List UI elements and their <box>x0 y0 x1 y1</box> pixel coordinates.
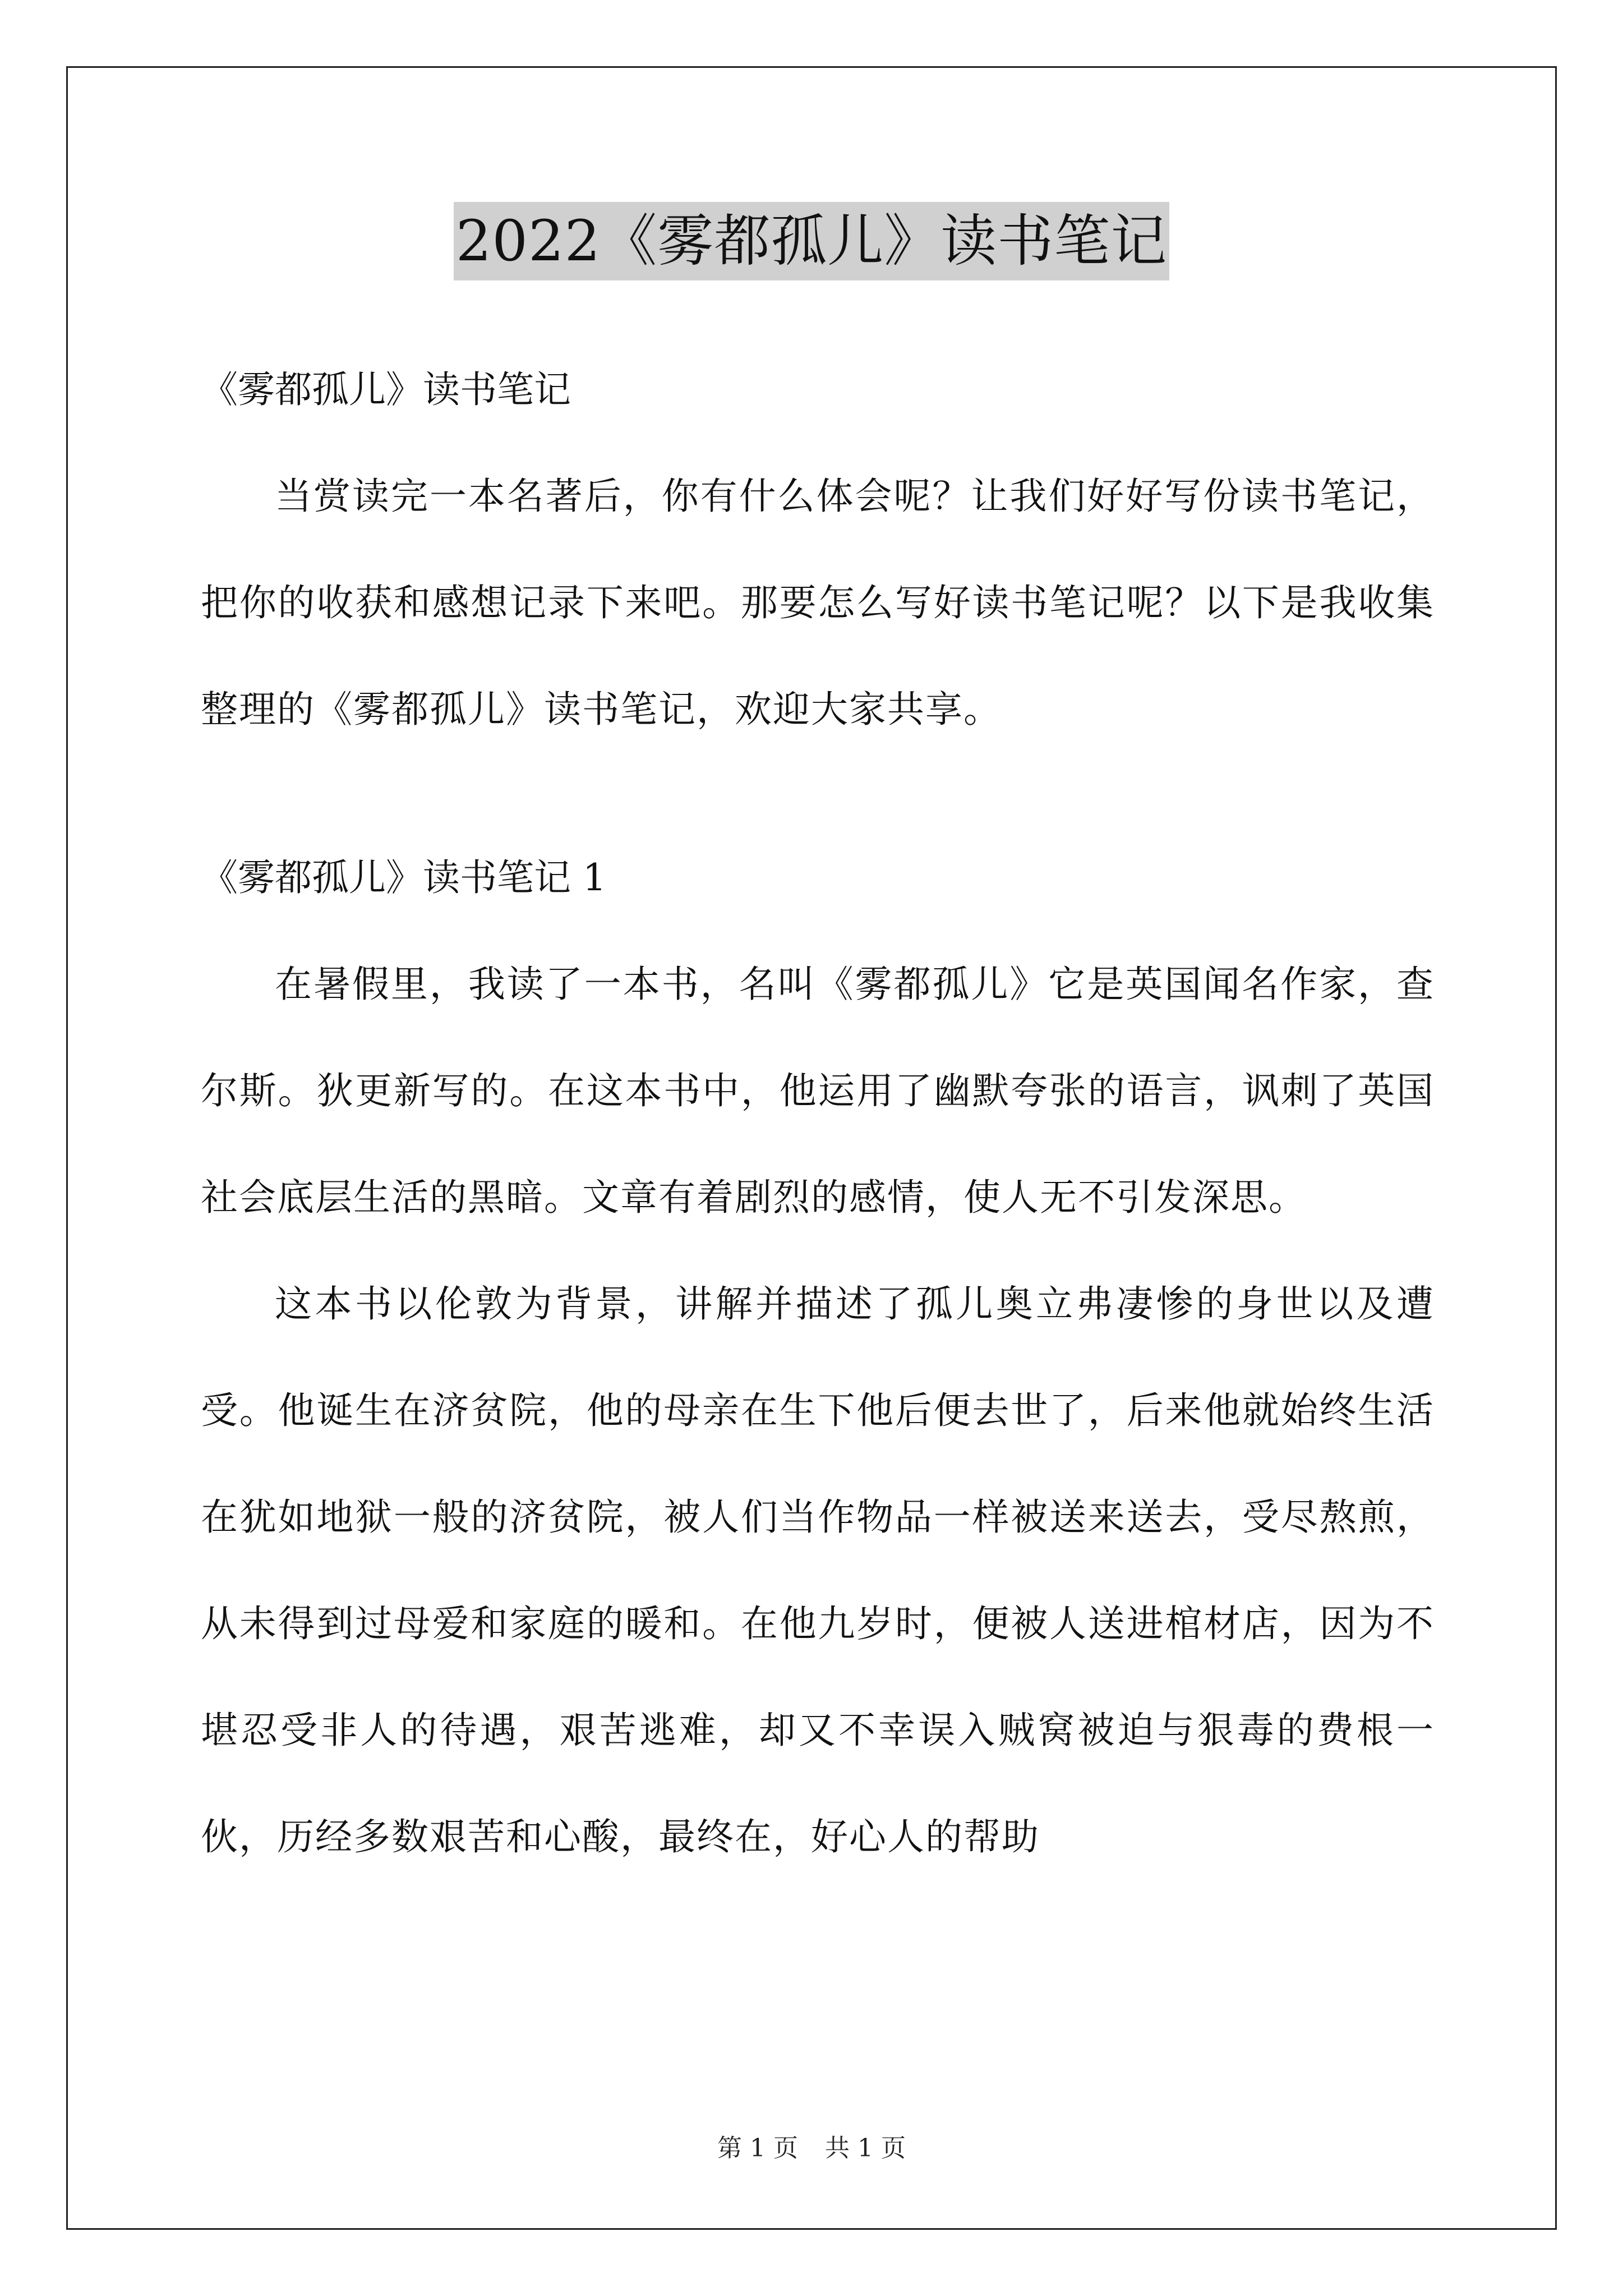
page-number: 第 1 页 <box>717 2134 798 2162</box>
title-container <box>0 202 1623 280</box>
intro-paragraph: 当赏读完一本名著后，你有什么体会呢？让我们好好写份读书笔记，把你的收获和感想记录下来吧。那要怎么写好读书笔记呢？以下是我收集整理的《雾都孤儿》读书笔记，欢迎大家共享。 <box>201 475 1435 731</box>
page-total: 共 1 页 <box>825 2134 906 2162</box>
section1-paragraph-1: 在暑假里，我读了一本书，名叫《雾都孤儿》它是英国闻名作家，查尔斯。狄更新写的。在这本书中，他运用了幽默夸张的语言，讽刺了英国社会底层生活的黑暗。文章有着剧烈的感情，使人无不引发深思。 <box>201 963 1435 1219</box>
section-gap <box>201 763 1435 825</box>
page-footer <box>0 2132 1623 2165</box>
document-body <box>201 337 1435 1890</box>
intro-heading: 《雾都孤儿》读书笔记 <box>201 368 571 411</box>
section1-heading: 《雾都孤儿》读书笔记 1 <box>201 856 606 899</box>
section1-paragraph-2: 这本书以伦敦为背景，讲解并描述了孤儿奥立弗凄惨的身世以及遭受。他诞生在济贫院，他的母亲在生下他后便去世了，后来他就始终生活在犹如地狱一般的济贫院，被人们当作物品一样被送来送去，受尽熬煎，从未得到过母爱和家庭的暖和。在他九岁时，便被人送进棺材店，因为不堪忍受非人的待遇，艰苦逃难，却又不幸误入贼窝被迫与狠毒的费根一伙，历经多数艰苦和心酸，最终在，好心人的帮助 <box>201 1282 1435 1858</box>
document-title: 2022《雾都孤儿》读书笔记 <box>454 202 1170 280</box>
